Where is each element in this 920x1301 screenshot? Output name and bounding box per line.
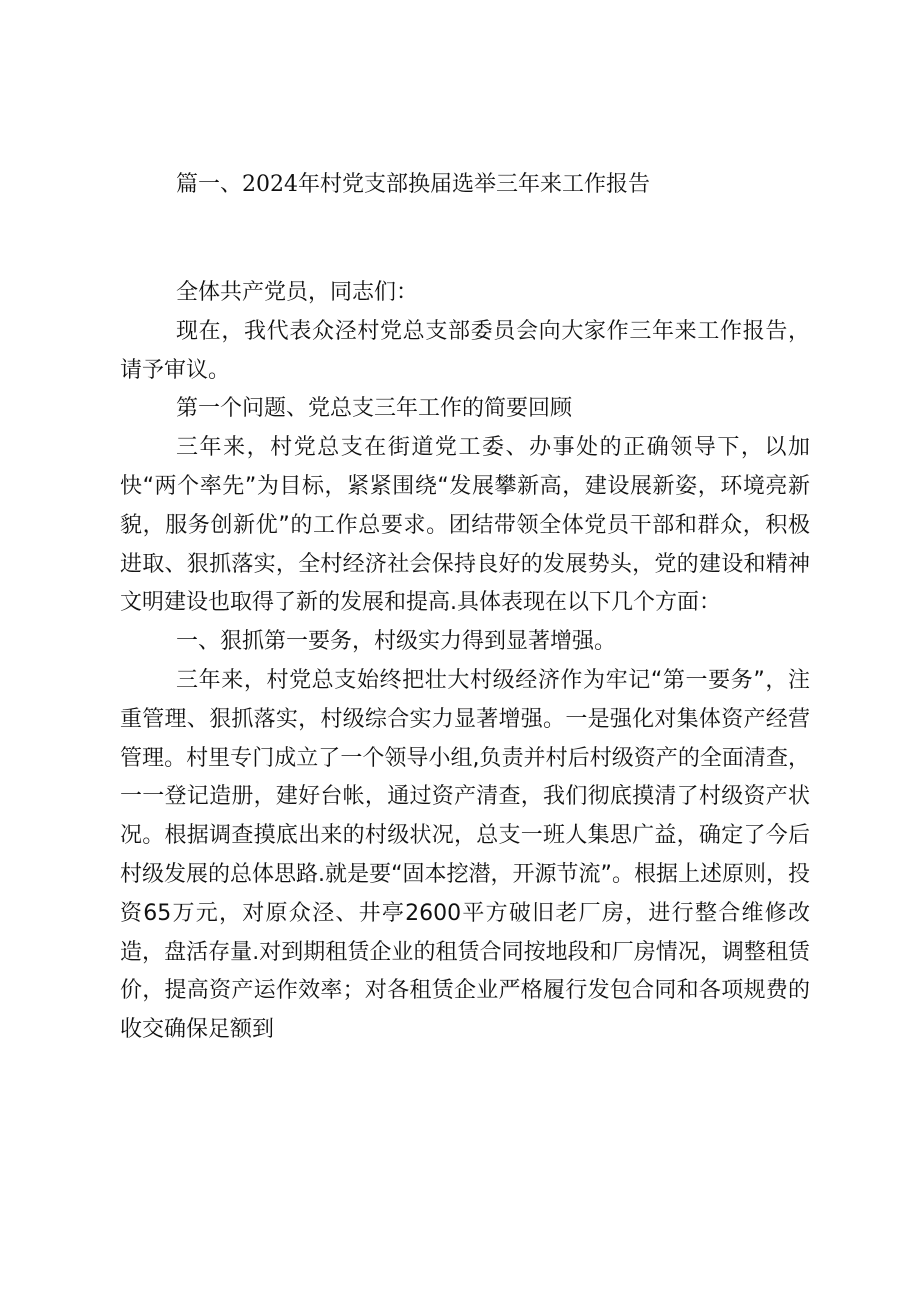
subsection-heading: 一、狠抓第一要务，村级实力得到显著增强。 xyxy=(176,629,617,655)
section-heading: 第一个问题、党总支三年工作的简要回顾 xyxy=(176,396,573,422)
document-body xyxy=(120,274,810,1050)
intro-paragraph: 现在，我代表众泾村党总支部委员会向大家作三年来工作报告，请予审议。 xyxy=(120,318,810,383)
document-title: 篇一、2024年村党支部换届选举三年来工作报告 xyxy=(176,172,650,197)
salutation-paragraph: 全体共产党员，同志们： xyxy=(176,280,419,305)
economy-paragraph: 三年来，村党总支始终把壮大村级经济作为牢记“第一要务”，注重管理、狠抓落实，村级综合实力显著增强。一是强化对集体资产经营管理。村里专门成立了一个领导小组,负责并村后村级资产的全面清查，一一登记造册，建好台帐，通过资产清查，我们彻底摸清了村级资产状况。根据调查摸底出来的村级状况，总支一班人集思广益，确定了今后村级发展的总体思路.就是要“固本挖潜，开源节流”。根据上述原则，投资65万元，对原众泾、井亭2600平方破旧老厂房，进行整合维修改造，盘活存量.对到期租赁企业的租赁合同按地段和厂房情况，调整租赁价，提高资产运作效率；对各租赁企业严格履行发包合同和各项规费的收交确保足额到 xyxy=(120,667,810,1043)
overview-paragraph: 三年来，村党总支在街道党工委、办事处的正确领导下，以加快“两个率先”为目标，紧紧围绕“发展攀新高，建设展新姿，环境亮新貌，服务创新优”的工作总要求。团结带领全体党员干部和群众，积极进取、狠抓落实，全村经济社会保持良好的发展势头，党的建设和精神文明建设也取得了新的发展和提高.具体表现在以下几个方面： xyxy=(120,435,810,616)
